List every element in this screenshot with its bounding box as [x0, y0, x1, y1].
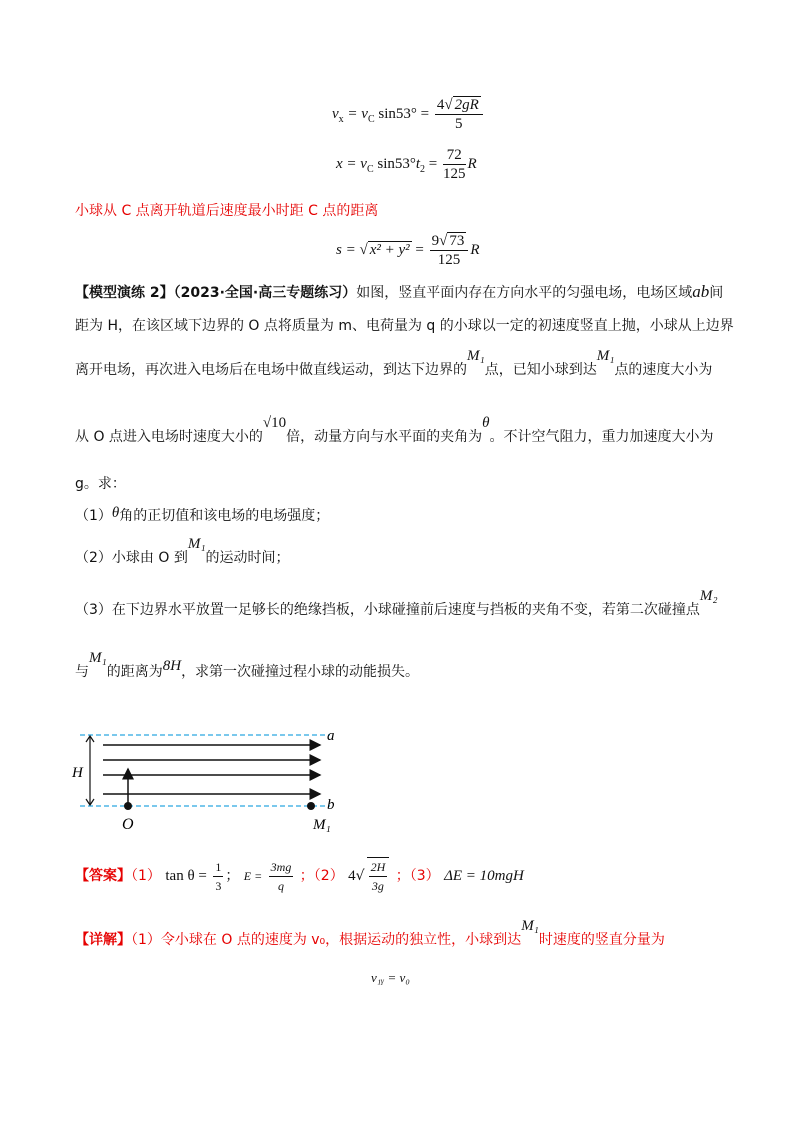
- question-1: （1）θ角的正切值和该电场的电场强度；: [75, 505, 330, 524]
- field-diagram: [70, 725, 360, 835]
- problem-line-5: g。求：: [75, 476, 126, 492]
- point-o: [124, 802, 132, 810]
- equation-s: s = √ x² + y² = $\frac{9√ 73}{125}$ R: [336, 233, 480, 268]
- answer-line: 【答案】（1） tan θ = $\frac{1}{3}$ ； E = $\frac{3mg}{q}$ ；（2） 4√ $\frac{2H}{3g}$ ；（3） ΔE = 10mgH: [75, 857, 524, 895]
- equation-x: $x = v_C$ $\sin 53^\circ t_2$ = $\frac{72}{125}$ R: [336, 147, 477, 182]
- problem-line-1: 【模型演练 2】（2023·全国·高三专题练习）如图，竖直平面内存在方向水平的匀强电场，电场区域ab间: [75, 282, 724, 301]
- problem-line-3: 离开电场，再次进入电场后在电场中做直线运动，到达下边界的M₁点，已知小球到达M₁点的速度大小为: [75, 348, 713, 378]
- c-point-text: 小球从 C 点离开轨道后速度最小时距 C 点的距离: [75, 203, 379, 219]
- label-h: H: [72, 765, 83, 781]
- equation-v1y: v₁ᵧ = v₀: [371, 970, 410, 985]
- question-3: （3）在下边界水平放置一足够长的绝缘挡板，小球碰撞前后速度与挡板的夹角不变，若第二次碰撞点M₂: [75, 588, 718, 618]
- problem-line-4: 从 O 点进入电场时速度大小的√10倍，动量方向与水平面的夹角为θ。不计空气阻力，重力加速度大小为: [75, 415, 714, 445]
- label-m1: M₁: [313, 817, 331, 833]
- problem-line-2: 距为 H，在该区域下边界的 O 点将质量为 m、电荷量为 q 的小球以一定的初速度竖直上抛，小球从上边界: [75, 318, 734, 334]
- detail-line: 【详解】（1）令小球在 O 点的速度为 v₀，根据运动的独立性，小球到达M₁时速度的竖直分量为: [75, 918, 665, 948]
- label-b: b: [327, 797, 335, 813]
- answer-tag: 【答案】: [75, 868, 131, 884]
- question-2: （2）小球由 O 到M₁的运动时间；: [75, 536, 290, 566]
- equation-vx: $v_x = v_C$ sin53° = $\frac{4√ 2gR}{5}$: [332, 96, 485, 133]
- detail-tag: 【详解】: [75, 932, 131, 948]
- label-o: O: [122, 816, 134, 833]
- label-a: a: [327, 728, 335, 744]
- problem-tag: 【模型演练 2】（2023·全国·高三专题练习）: [75, 285, 357, 301]
- question-3-cont: 与M₁的距离为8H，求第一次碰撞过程小球的动能损失。: [75, 650, 420, 680]
- point-m1: [307, 802, 315, 810]
